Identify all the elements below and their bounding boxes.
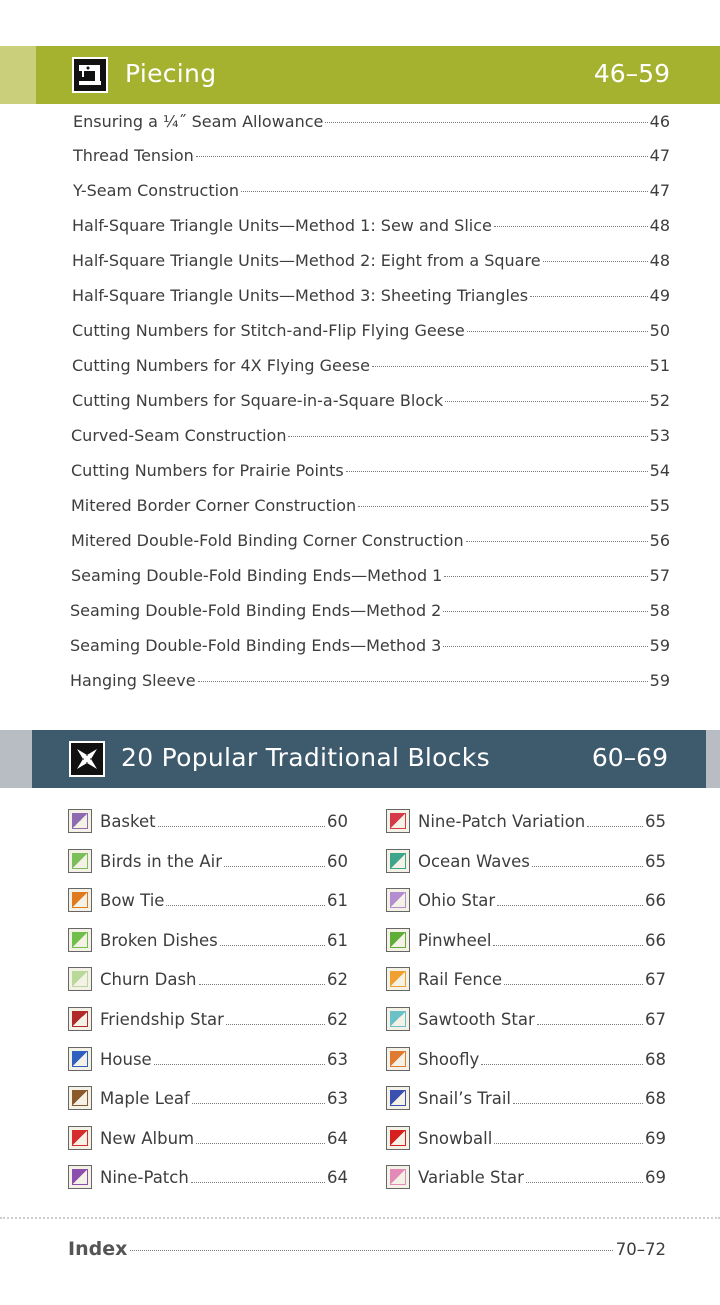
toc-entry[interactable] xyxy=(73,112,670,142)
toc-entry[interactable] xyxy=(72,216,670,246)
block-entry-page: 63 xyxy=(327,1088,348,1108)
block-entry-page: 64 xyxy=(327,1128,348,1148)
toc-entry[interactable] xyxy=(71,426,670,456)
block-entry[interactable] xyxy=(68,846,348,876)
toc-entry-title: Half-Square Triangle Units—Method 1: Sew and Slice xyxy=(72,216,492,235)
toc-entry-page: 47 xyxy=(649,181,670,200)
toc-entry-page: 50 xyxy=(649,321,670,340)
index-title: Index xyxy=(68,1238,128,1260)
dot-leader xyxy=(494,226,648,227)
toc-entry[interactable] xyxy=(72,321,670,351)
quilt-block-icon xyxy=(68,809,92,833)
dot-leader xyxy=(513,1103,643,1104)
toc-entry-title: Thread Tension xyxy=(73,146,194,165)
block-entry-title: Broken Dishes xyxy=(100,930,218,950)
toc-entry-page: 59 xyxy=(649,636,670,655)
toc-entry[interactable] xyxy=(71,496,670,526)
dot-leader xyxy=(532,866,643,867)
block-entry-page: 66 xyxy=(645,890,666,910)
dot-leader xyxy=(198,681,648,682)
dot-leader xyxy=(288,436,647,437)
block-entry-title: Snowball xyxy=(418,1128,493,1148)
toc-entry[interactable] xyxy=(71,566,670,596)
dot-leader xyxy=(130,1250,612,1251)
toc-entry[interactable] xyxy=(73,146,670,176)
block-entry[interactable] xyxy=(386,1162,666,1192)
dot-leader xyxy=(444,576,647,577)
section-title: Piecing xyxy=(125,59,217,88)
dot-leader xyxy=(481,1064,643,1065)
dot-leader xyxy=(166,905,325,906)
block-entry[interactable] xyxy=(68,925,348,955)
quilt-block-icon xyxy=(386,1086,410,1110)
sewing-machine-icon xyxy=(72,57,108,93)
dot-leader xyxy=(192,1103,325,1104)
dot-leader xyxy=(224,866,325,867)
toc-entry-page: 48 xyxy=(649,251,670,270)
block-entry-page: 64 xyxy=(327,1167,348,1187)
toc-entry[interactable] xyxy=(70,671,670,701)
section-header-piecing xyxy=(0,46,720,104)
index-page-range: 70–72 xyxy=(615,1240,666,1259)
block-entry-page: 60 xyxy=(327,811,348,831)
toc-entry-title: Seaming Double-Fold Binding Ends—Method 1 xyxy=(71,566,443,585)
block-entry-page: 69 xyxy=(645,1167,666,1187)
toc-entry-page: 48 xyxy=(649,216,670,235)
block-entry[interactable] xyxy=(386,1083,666,1113)
block-entry-page: 62 xyxy=(327,969,348,989)
quilt-block-icon xyxy=(68,888,92,912)
dot-leader xyxy=(226,1024,325,1025)
toc-entry-page: 46 xyxy=(649,112,670,131)
dot-leader xyxy=(158,826,325,827)
toc-entry-title: Y-Seam Construction xyxy=(73,181,239,200)
block-entry[interactable] xyxy=(386,1123,666,1153)
quilt-block-icon xyxy=(386,809,410,833)
toc-entry-title: Half-Square Triangle Units—Method 3: Sheeting Triangles xyxy=(72,286,529,305)
dot-leader xyxy=(241,191,648,192)
toc-entry-page: 58 xyxy=(649,601,670,620)
block-entry[interactable] xyxy=(386,925,666,955)
quilt-block-icon xyxy=(386,928,410,952)
dot-leader xyxy=(196,1143,325,1144)
quilt-block-icon xyxy=(68,928,92,952)
toc-entry[interactable] xyxy=(72,391,670,421)
dot-leader xyxy=(372,366,648,367)
block-entry-page: 67 xyxy=(645,1009,666,1029)
block-entry-title: New Album xyxy=(100,1128,195,1148)
block-entry-title: Snail’s Trail xyxy=(418,1088,512,1108)
toc-entry-page: 47 xyxy=(649,146,670,165)
toc-entry-title: Seaming Double-Fold Binding Ends—Method 3 xyxy=(70,636,442,655)
dot-leader xyxy=(191,1182,325,1183)
block-entry[interactable] xyxy=(68,1162,348,1192)
block-entry-title: Nine-Patch Variation xyxy=(418,811,586,831)
header-edge xyxy=(0,730,32,788)
toc-entry[interactable] xyxy=(70,636,670,666)
dot-leader xyxy=(543,261,648,262)
toc-entry-title: Cutting Numbers for Prairie Points xyxy=(71,461,344,480)
block-entry-title: Nine-Patch xyxy=(100,1167,189,1187)
toc-entry-title: Mitered Border Corner Construction xyxy=(71,496,357,515)
block-entry-page: 68 xyxy=(645,1088,666,1108)
quilt-block-icon xyxy=(68,1086,92,1110)
toc-entry-title: Cutting Numbers for 4X Flying Geese xyxy=(72,356,370,375)
toc-entry-page: 54 xyxy=(649,461,670,480)
section-page-range: 46–59 xyxy=(593,59,670,88)
toc-entry[interactable] xyxy=(70,601,670,631)
section-page-range: 60–69 xyxy=(591,743,668,772)
block-entry-title: Ocean Waves xyxy=(418,851,530,871)
block-entry-page: 65 xyxy=(645,851,666,871)
toc-entry-title: Mitered Double-Fold Binding Corner Construction xyxy=(71,531,464,550)
block-entry-title: Ohio Star xyxy=(418,890,496,910)
block-entry-title: Shoofly xyxy=(418,1049,480,1069)
dot-leader xyxy=(494,1143,643,1144)
toc-entry-page: 51 xyxy=(649,356,670,375)
block-entry-page: 66 xyxy=(645,930,666,950)
toc-entry-page: 59 xyxy=(649,671,670,690)
dot-leader xyxy=(504,984,643,985)
block-entry-page: 61 xyxy=(327,890,348,910)
dot-leader xyxy=(497,905,643,906)
dot-leader xyxy=(325,122,647,123)
section-header-traditional-blocks xyxy=(0,730,720,788)
toc-entry-title: Half-Square Triangle Units—Method 2: Eight from a Square xyxy=(72,251,541,270)
star-block-icon xyxy=(69,741,105,777)
dot-leader xyxy=(199,984,325,985)
toc-entry-page: 49 xyxy=(649,286,670,305)
dot-leader xyxy=(445,401,647,402)
block-entry-title: Rail Fence xyxy=(418,969,503,989)
dot-leader xyxy=(537,1024,643,1025)
block-entry[interactable] xyxy=(386,885,666,915)
divider xyxy=(0,1217,720,1219)
block-entry[interactable] xyxy=(68,885,348,915)
block-entry-title: Sawtooth Star xyxy=(418,1009,535,1029)
block-entry-page: 68 xyxy=(645,1049,666,1069)
block-entry-page: 67 xyxy=(645,969,666,989)
toc-entry[interactable] xyxy=(72,286,670,316)
index-entry[interactable] xyxy=(68,1238,666,1260)
header-edge-right xyxy=(706,730,720,788)
block-entry[interactable] xyxy=(68,964,348,994)
toc-entry-title: Cutting Numbers for Stitch-and-Flip Flying Geese xyxy=(72,321,465,340)
toc-entry-title: Cutting Numbers for Square-in-a-Square Block xyxy=(72,391,444,410)
block-entry-title: House xyxy=(100,1049,152,1069)
dot-leader xyxy=(526,1182,643,1183)
dot-leader xyxy=(196,156,648,157)
block-entry-title: Bow Tie xyxy=(100,890,165,910)
page-top-margin xyxy=(0,0,720,44)
quilt-block-icon xyxy=(68,849,92,873)
block-entry-title: Variable Star xyxy=(418,1167,524,1187)
dot-leader xyxy=(493,945,643,946)
quilt-block-icon xyxy=(386,1126,410,1150)
dot-leader xyxy=(346,471,648,472)
block-entry[interactable] xyxy=(386,806,666,836)
quilt-block-icon xyxy=(386,1165,410,1189)
toc-entry-page: 56 xyxy=(649,531,670,550)
toc-entry-page: 53 xyxy=(649,426,670,445)
quilt-block-icon xyxy=(386,1047,410,1071)
quilt-block-icon xyxy=(386,849,410,873)
dot-leader xyxy=(466,541,648,542)
section-title: 20 Popular Traditional Blocks xyxy=(121,743,490,772)
toc-entry-page: 52 xyxy=(649,391,670,410)
block-entry-page: 60 xyxy=(327,851,348,871)
header-edge xyxy=(0,46,36,104)
toc-entry[interactable] xyxy=(71,461,670,491)
block-entry[interactable] xyxy=(386,1004,666,1034)
block-entry-page: 65 xyxy=(645,811,666,831)
toc-entry-title: Seaming Double-Fold Binding Ends—Method 2 xyxy=(70,601,442,620)
quilt-block-icon xyxy=(68,1126,92,1150)
block-entry-title: Maple Leaf xyxy=(100,1088,190,1108)
dot-leader xyxy=(443,611,647,612)
quilt-block-icon xyxy=(386,888,410,912)
dot-leader xyxy=(467,331,648,332)
toc-entry[interactable] xyxy=(72,251,670,281)
block-entry-title: Basket xyxy=(100,811,156,831)
toc-entry-page: 57 xyxy=(649,566,670,585)
toc-entry[interactable] xyxy=(71,531,670,561)
block-entry-page: 61 xyxy=(327,930,348,950)
toc-entry-title: Ensuring a ¼˝ Seam Allowance xyxy=(73,112,324,131)
block-entry[interactable] xyxy=(68,806,348,836)
toc-entry-page: 55 xyxy=(649,496,670,515)
dot-leader xyxy=(154,1064,325,1065)
dot-leader xyxy=(443,646,647,647)
block-entry[interactable] xyxy=(68,1044,348,1074)
block-entry-title: Churn Dash xyxy=(100,969,197,989)
quilt-block-icon xyxy=(68,1007,92,1031)
block-entry[interactable] xyxy=(68,1083,348,1113)
block-entry[interactable] xyxy=(386,964,666,994)
dot-leader xyxy=(530,296,648,297)
toc-entry[interactable] xyxy=(73,181,670,211)
quilt-block-icon xyxy=(68,1165,92,1189)
block-entry-page: 62 xyxy=(327,1009,348,1029)
toc-entry-title: Curved-Seam Construction xyxy=(71,426,287,445)
block-entry[interactable] xyxy=(386,846,666,876)
quilt-block-icon xyxy=(68,967,92,991)
block-entry-page: 69 xyxy=(645,1128,666,1148)
block-entry-title: Pinwheel xyxy=(418,930,492,950)
quilt-block-icon xyxy=(386,1007,410,1031)
dot-leader xyxy=(358,506,647,507)
block-entry[interactable] xyxy=(386,1044,666,1074)
toc-entry[interactable] xyxy=(72,356,670,386)
dot-leader xyxy=(220,945,325,946)
dot-leader xyxy=(587,826,643,827)
block-entry[interactable] xyxy=(68,1004,348,1034)
toc-entry-title: Hanging Sleeve xyxy=(70,671,196,690)
quilt-block-icon xyxy=(386,967,410,991)
block-entry-page: 63 xyxy=(327,1049,348,1069)
quilt-block-icon xyxy=(68,1047,92,1071)
block-entry-title: Friendship Star xyxy=(100,1009,224,1029)
block-entry-title: Birds in the Air xyxy=(100,851,222,871)
block-entry[interactable] xyxy=(68,1123,348,1153)
